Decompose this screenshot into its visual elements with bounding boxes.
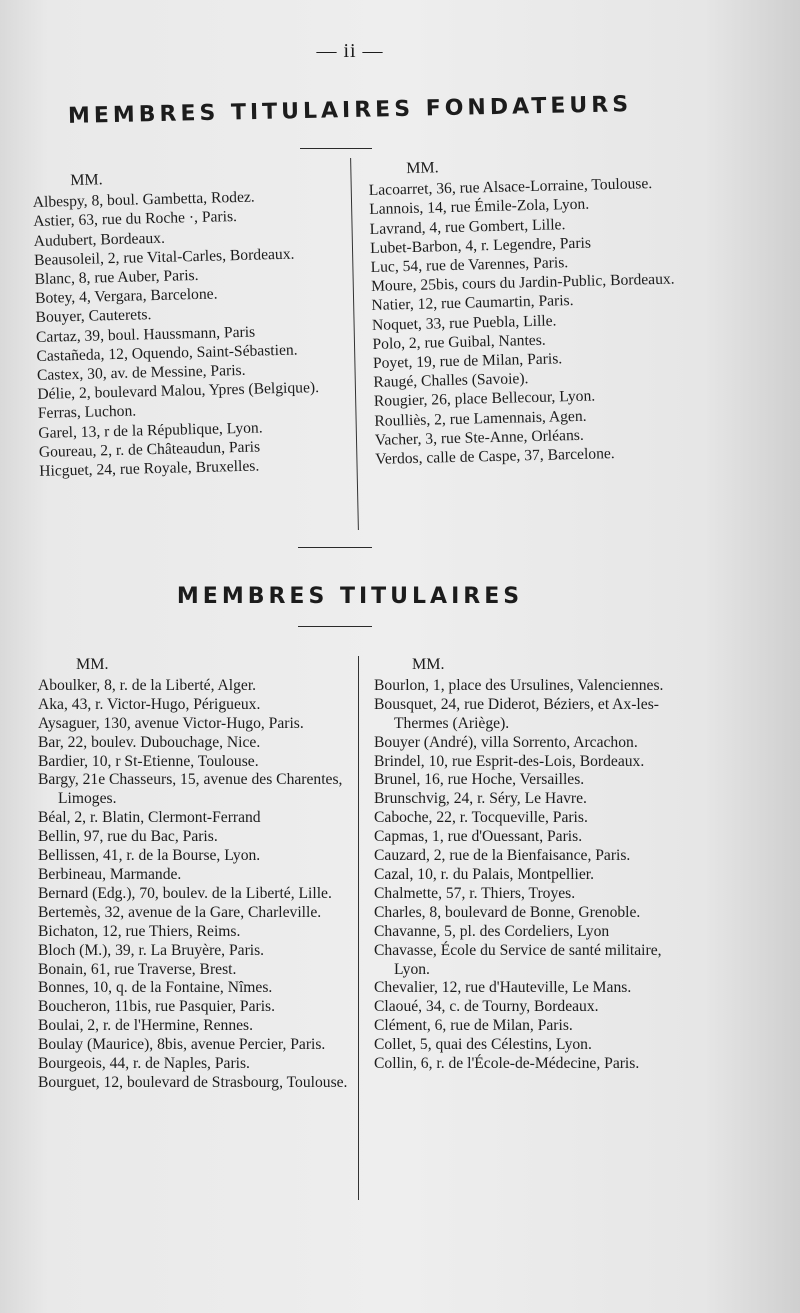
member-entry: Raugé, Challes (Savoie). [373,370,529,392]
member-entry: Bouyer (André), villa Sorrento, Arcachon. [374,733,638,751]
member-entry: Boulay (Maurice), 8bis, avenue Percier, Paris. [38,1036,326,1054]
column-header: MM. [76,656,109,673]
member-entry: Bousquet, 24, rue Diderot, Béziers, et Ax-les-Thermes (Ariège). [374,695,659,732]
member-entry: Noquet, 33, rue Puebla, Lille. [371,312,557,334]
member-entry: Bourlon, 1, place des Ursulines, Valenciennes. [374,676,664,694]
member-entry: Lavrand, 4, rue Gombert, Lille. [369,215,566,238]
section-title-titulaires: MEMBRES TITULAIRES [176,584,524,609]
member-entry: Audubert, Bordeaux. [33,229,166,250]
member-entry: Bertemès, 32, avenue de la Gare, Charleville. [38,903,322,921]
member-entry: Bardier, 10, r St-Etienne, Toulouse. [38,752,259,770]
member-entry: Castañeda, 12, Oquendo, Saint-Sébastien. [36,341,298,365]
member-entry: Goureau, 2, r. de Châteaudun, Paris [38,438,261,461]
member-entry: Albespy, 8, boul. Gambetta, Rodez. [32,188,255,212]
member-entry: Chevalier, 12, rue d'Hauteville, Le Mans. [374,979,632,997]
fondateurs-right-column [368,152,685,469]
member-entry: Bar, 22, boulev. Dubouchage, Nice. [38,733,261,751]
section-separator [298,547,372,548]
entry-list [369,174,686,470]
member-entry: Bargy, 21e Chasseurs, 15, avenue des Charentes, Limoges. [38,771,343,808]
titulaires-right-column [374,656,684,1074]
member-entry: Rougier, 26, place Bellecour, Lyon. [373,387,596,411]
member-entry: Collet, 5, quai des Célestins, Lyon. [374,1036,592,1054]
member-entry: Astier, 63, rue du Roche ·, Paris. [33,208,238,231]
member-entry: Aysaguer, 130, avenue Victor-Hugo, Paris. [38,714,304,732]
member-entry: Capmas, 1, rue d'Ouessant, Paris. [374,828,583,846]
member-entry: Bouyer, Cauterets. [35,306,152,327]
member-entry: Bellin, 97, rue du Bac, Paris. [38,828,218,846]
member-entry: Clément, 6, rue de Milan, Paris. [374,1017,573,1035]
member-entry: Botey, 4, Vergara, Barcelone. [34,285,218,308]
member-entry: Charles, 8, boulevard de Bonne, Grenoble. [374,903,641,921]
member-entry: Lannois, 14, rue Émile-Zola, Lyon. [369,196,590,219]
member-entry: Berbineau, Marmande. [38,865,182,883]
member-entry: Brunel, 16, rue Hoche, Versailles. [374,771,585,789]
member-entry: Hicguet, 24, rue Royale, Bruxelles. [39,457,260,480]
section-title-fondateurs: MEMBRES TITULAIRES FONDATEURS [67,92,633,129]
member-entry: Lubet-Barbon, 4, r. Legendre, Paris [369,234,592,257]
member-entry: Bernard (Edg.), 70, boulev. de la Liberté, Lille. [38,884,332,902]
member-entry: Luc, 54, rue de Varennes, Paris. [370,254,569,276]
member-entry: Natier, 12, rue Caumartin, Paris. [371,292,574,315]
member-entry: Chalmette, 57, r. Thiers, Troyes. [374,884,576,902]
entry-list [374,677,684,1074]
member-entry: Chavasse, École du Service de santé militaire, Lyon. [374,941,662,978]
entry-list [38,677,350,1093]
member-entry: Boulai, 2, r. de l'Hermine, Rennes. [38,1017,254,1035]
member-entry: Bourguet, 12, boulevard de Strasbourg, Toulouse. [38,1073,348,1091]
member-entry: Garel, 13, r de la République, Lyon. [38,419,263,442]
member-entry: Caboche, 22, r. Tocqueville, Paris. [374,809,588,827]
member-entry: Poyet, 19, rue de Milan, Paris. [372,350,563,372]
title-underline [298,626,372,627]
member-entry: Boucheron, 11bis, rue Pasquier, Paris. [38,998,275,1016]
member-entry: Polo, 2, rue Guibal, Nantes. [372,331,546,353]
member-entry: Chavanne, 5, pl. des Cordeliers, Lyon [374,922,610,940]
page-number: — ii — [316,40,384,62]
member-entry: Aboulker, 8, r. de la Liberté, Alger. [38,676,257,694]
title-underline [300,148,372,149]
member-entry: Claoué, 34, c. de Tourny, Bordeaux. [374,998,599,1016]
member-entry: Cartaz, 39, boul. Haussmann, Paris [35,323,256,346]
member-entry: Cauzard, 2, rue de la Bienfaisance, Paris. [374,847,631,865]
member-entry: Beausoleil, 2, rue Vital-Carles, Bordeaux. [33,245,295,269]
member-entry: Bichaton, 12, rue Thiers, Reims. [38,922,241,940]
column-header: MM. [406,159,439,178]
fondateurs-left-column [32,164,349,481]
member-entry: Moure, 25bis, cours du Jardin-Public, Bordeaux. [370,270,675,296]
member-entry: Bloch (M.), 39, r. La Bruyère, Paris. [38,941,265,959]
member-entry: Bellissen, 41, r. de la Bourse, Lyon. [38,847,261,865]
member-entry: Ferras, Luchon. [37,402,137,423]
member-entry: Brindel, 10, rue Esprit-des-Lois, Bordeaux. [374,752,645,770]
member-entry: Bourgeois, 44, r. de Naples, Paris. [38,1055,250,1073]
column-divider [350,158,359,530]
column-divider [358,656,359,1200]
member-entry: Verdos, calle de Caspe, 37, Barcelone. [375,445,615,468]
member-entry: Blanc, 8, rue Auber, Paris. [34,266,199,288]
entry-list [33,186,350,482]
member-entry: Béal, 2, r. Blatin, Clermont-Ferrand [38,809,261,827]
titulaires-left-column [38,656,350,1093]
member-entry: Lacoarret, 36, rue Alsace-Lorraine, Toulouse. [368,175,653,200]
column-header: MM. [412,656,445,673]
member-entry: Vacher, 3, rue Ste-Anne, Orléans. [374,426,584,449]
member-entry: Délie, 2, boulevard Malou, Ypres (Belgique). [37,379,320,404]
member-entry: Castex, 30, av. de Messine, Paris. [36,361,246,384]
member-entry: Aka, 43, r. Victor-Hugo, Périgueux. [38,695,261,713]
member-entry: Bonnes, 10, q. de la Fontaine, Nîmes. [38,979,273,997]
member-entry: Bonain, 61, rue Traverse, Brest. [38,960,237,978]
member-entry: Cazal, 10, r. du Palais, Montpellier. [374,865,595,883]
column-header: MM. [70,171,103,190]
member-entry: Roulliès, 2, rue Lamennais, Agen. [374,407,587,430]
member-entry: Collin, 6, r. de l'École-de-Médecine, Paris. [374,1055,640,1073]
member-entry: Brunschvig, 24, r. Séry, Le Havre. [374,790,587,808]
